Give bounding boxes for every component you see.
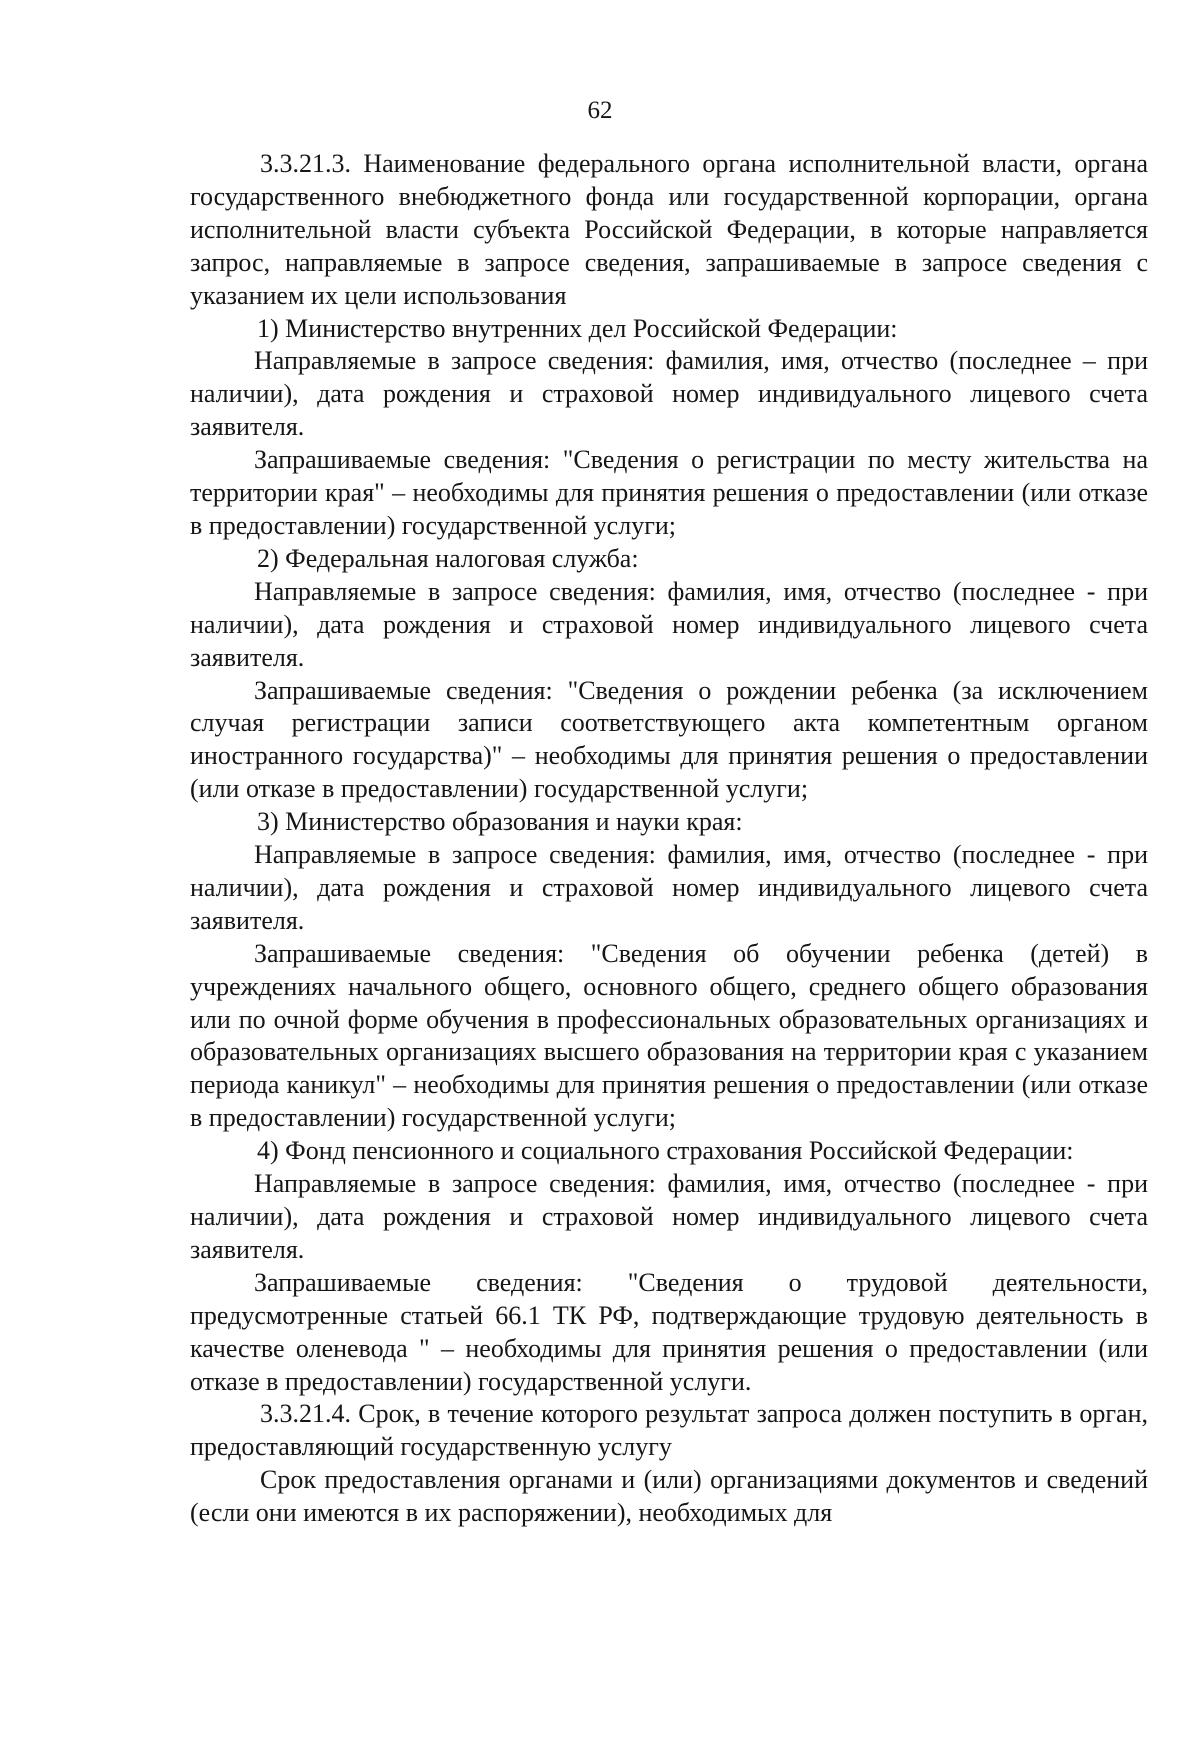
deadline-paragraph: Срок предоставления органами и (или) организациями документов и сведений (если они имеются в их распоряжении), необходимых для <box>190 1465 1148 1528</box>
requested-data-paragraph: Запрашиваемые сведения: "Сведения о рождении ребенка (за исключением случая регистрации записи соответствующего акта компетентным органом иностранного государства)" – необходимы для принятия решения о предоставлении (или отказе в предоставлении) государственной услуги; <box>190 675 1148 804</box>
requested-data-paragraph: Запрашиваемые сведения: "Сведения об обучении ребенка (детей) в учреждениях начального общего, основного общего, среднего общего образования или по очной форме обучения в профессиональных образовательных организациях и образовательных организациях высшего образования на территории края с указанием периода каникул" – необходимы для принятия решения о предоставлении (или отказе в предоставлении) государственной услуги; <box>190 938 1148 1133</box>
requested-data-paragraph: Запрашиваемые сведения: "Сведения о трудовой деятельности, предусмотренные статьей 66.1 ТК РФ, подтверждающие трудовую деятельность в качестве оленевода " – необходимы для принятия решения о предоставлении (или отказе в предоставлении) государственной услуги. <box>190 1267 1148 1396</box>
agency-item-2: 2) Федеральная налоговая служба: <box>257 543 639 573</box>
sent-data-paragraph: Направляемые в запросе сведения: фамилия, имя, отчество (последнее - при наличии), дата рождения и страховой номер индивидуального лицевого счета заявителя. <box>190 1169 1148 1264</box>
agency-item-4: 4) Фонд пенсионного и социального страхования Российской Федерации: <box>257 1136 1074 1166</box>
page-number: 62 <box>587 97 613 124</box>
agency-item-3: 3) Министерство образования и науки края: <box>257 807 743 837</box>
sent-data-paragraph: Направляемые в запросе сведения: фамилия, имя, отчество (последнее – при наличии), дата рождения и страховой номер индивидуального лицевого счета заявителя. <box>190 346 1148 442</box>
requested-data-paragraph: Запрашиваемые сведения: "Сведения о регистрации по месту жительства на территории края" – необходимы для принятия решения о предоставлении (или отказе в предоставлении) государственной услуги; <box>190 445 1148 540</box>
agency-item-1: 1) Министерство внутренних дел Российской Федерации: <box>257 313 898 343</box>
sent-data-paragraph: Направляемые в запросе сведения: фамилия, имя, отчество (последнее - при наличии), дата рождения и страховой номер индивидуального лицевого счета заявителя. <box>190 576 1148 672</box>
section-heading-3-3-21-3: 3.3.21.3. Наименование федерального органа исполнительной власти, органа государственного внебюджетного фонда или государственной корпорации, органа исполнительной власти субъекта Российской Федерации, в которые направляется запрос, направляемые в запросе сведения, запрашиваемые в запросе сведения с указанием их цели использования <box>190 149 1148 310</box>
sent-data-paragraph: Направляемые в запросе сведения: фамилия, имя, отчество (последнее - при наличии), дата рождения и страховой номер индивидуального лицевого счета заявителя. <box>190 840 1148 935</box>
document-body <box>190 148 1148 1530</box>
section-heading-3-3-21-4: 3.3.21.4. Срок, в течение которого результат запроса должен поступить в орган, предоставляющий государственную услугу <box>190 1399 1148 1462</box>
